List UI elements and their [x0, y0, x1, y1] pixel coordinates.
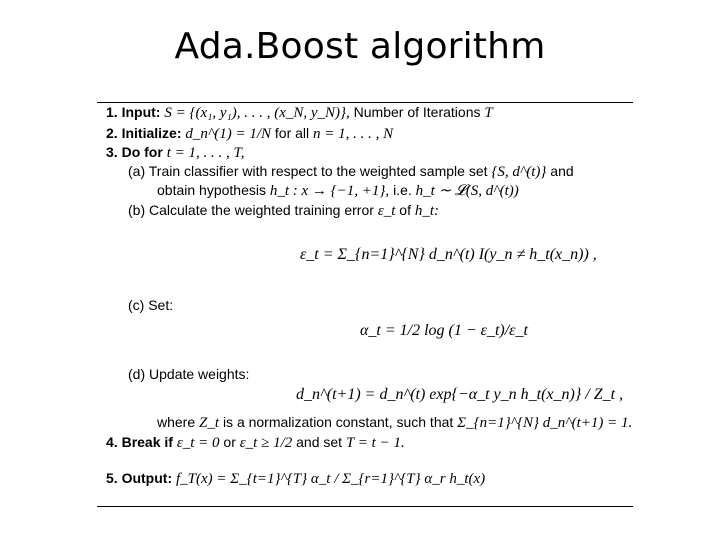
substep-label: (b) — [128, 202, 146, 218]
step-number: 2. — [106, 125, 118, 141]
step-text: and — [550, 163, 574, 179]
substep-label: (a) — [128, 163, 146, 179]
bottom-rule — [97, 506, 633, 507]
step-number: 1. — [106, 104, 118, 120]
substep-a — [128, 163, 574, 180]
substep-a-line2 — [157, 182, 519, 199]
math-expression: S = {(x₁, y₁), . . . , (x_N, y_N)}, — [164, 105, 350, 121]
step-keyword: Do for — [121, 144, 163, 160]
math-expression: h_t ∼ 𝓛(S, d^(t)) — [415, 183, 519, 199]
step-keyword: Input: — [121, 104, 161, 120]
math-expression: {S, d^(t)} — [491, 164, 547, 180]
math-expression: n = 1, . . . , N — [313, 126, 394, 142]
step-text: Number of Iterations — [353, 104, 481, 120]
step-text: of — [399, 202, 411, 218]
step-2 — [106, 125, 393, 142]
math-expression: h_t : x → {−1, +1}, — [269, 183, 390, 199]
substep-d-line2 — [157, 414, 632, 431]
weighted-error-equation: ε_t = Σ_{n=1}^{N} d_n^(t) I(y_n ≠ h_t(x_n)) , — [300, 246, 597, 263]
step-keyword: Break if — [121, 434, 173, 450]
math-expression: t = 1, . . . , T, — [166, 145, 245, 161]
step-1 — [106, 104, 493, 121]
math-expression: Σ_{n=1}^{N} d_n^(t+1) = 1. — [457, 415, 633, 431]
step-5 — [106, 470, 485, 487]
step-text: where — [157, 414, 196, 430]
step-4 — [106, 434, 405, 451]
math-expression: ε_t = 0 — [176, 435, 220, 451]
math-expression: ε_t ≥ 1/2 — [239, 435, 293, 451]
step-text: or — [223, 434, 236, 450]
top-rule — [97, 102, 633, 103]
output-equation: f_T(x) = Σ_{t=1}^{T} α_t / Σ_{r=1}^{T} α_r h_t(x) — [176, 471, 486, 487]
alpha-equation: α_t = 1/2 log (1 − ε_t)/ε_t — [360, 322, 528, 339]
weight-update-equation: d_n^(t+1) = d_n^(t) exp{−α_t y_n h_t(x_n)} / Z_t , — [296, 386, 624, 403]
step-text: obtain hypothesis — [157, 182, 266, 198]
step-text: Set: — [148, 297, 174, 313]
step-text: Calculate the weighted training error — [149, 202, 374, 218]
substep-label: (d) — [128, 366, 146, 382]
math-expression: T = t − 1. — [345, 435, 405, 451]
step-text: is a normalization constant, such that — [222, 414, 454, 430]
step-number: 3. — [106, 144, 118, 160]
step-text: Update weights: — [149, 366, 250, 382]
step-number: 5. — [106, 470, 118, 486]
step-text: for all — [274, 125, 310, 141]
math-expression: d_n^(1) = 1/N — [185, 126, 271, 142]
step-text: and set — [296, 434, 343, 450]
step-keyword: Output: — [121, 470, 173, 486]
step-text: Train classifier with respect to the weighted sample set — [148, 163, 488, 179]
slide-title: Ada.Boost algorithm — [174, 26, 546, 67]
math-expression: Z_t — [199, 415, 220, 431]
substep-c — [128, 297, 173, 313]
step-text: i.e. — [393, 182, 412, 198]
math-expression: ε_t — [377, 203, 396, 219]
substep-label: (c) — [128, 297, 145, 313]
math-expression: h_t: — [414, 203, 440, 219]
step-number: 4. — [106, 434, 118, 450]
math-expression: T — [484, 105, 493, 121]
step-3 — [106, 144, 244, 161]
step-keyword: Initialize: — [121, 125, 182, 141]
substep-d — [128, 366, 249, 382]
substep-b — [128, 202, 439, 219]
